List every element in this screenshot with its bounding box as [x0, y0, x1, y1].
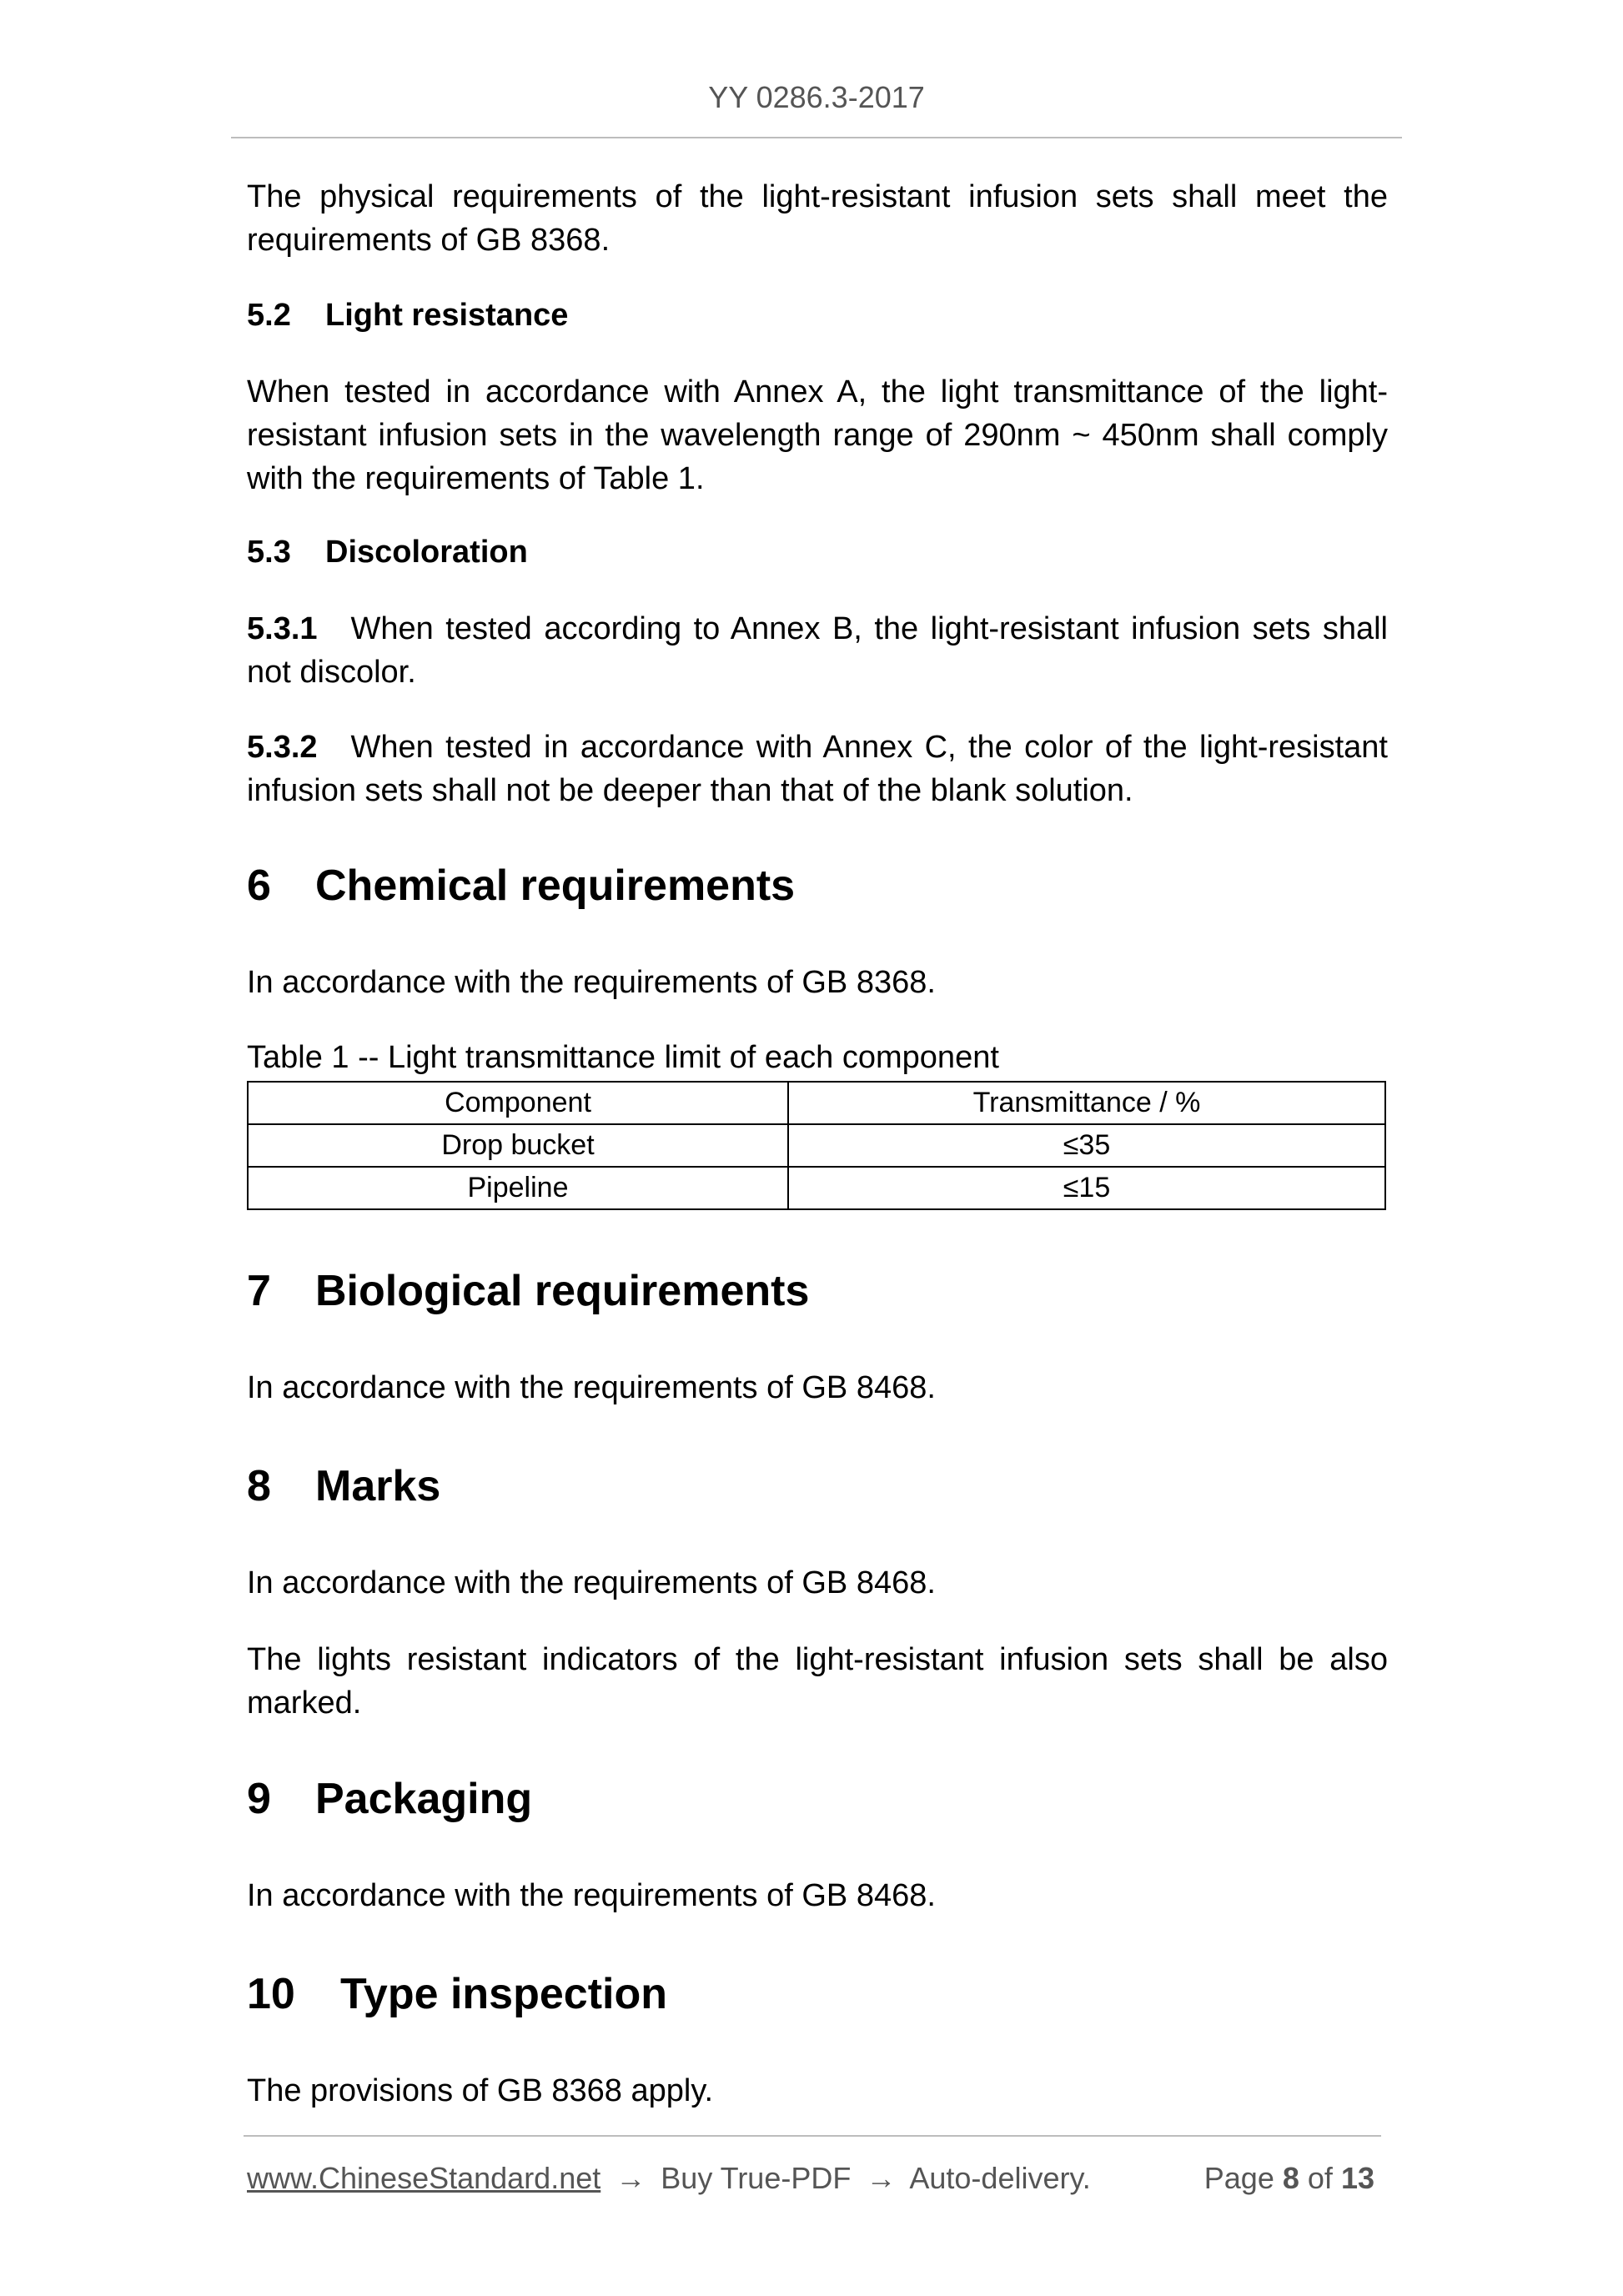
section-number: 8: [247, 1462, 271, 1510]
section-9-heading: [247, 1772, 532, 1826]
section-8-text: In accordance with the requirements of GB 8468.: [247, 1565, 936, 1600]
table-header-row: [248, 1082, 1385, 1124]
section-title: Marks: [315, 1462, 441, 1510]
section-number: 7: [247, 1267, 271, 1315]
of-label: of: [1307, 2161, 1333, 2195]
section-number: 10: [247, 1970, 295, 2018]
section-8-heading: [247, 1459, 440, 1513]
page-header: YY 0286.3-2017: [708, 80, 925, 114]
section-8-text-2: The lights resistant indicators of the light-resistant infusion sets shall be also marked.: [247, 1642, 1388, 1721]
section-number: 6: [247, 862, 271, 910]
intro-paragraph: The physical requirements of the light-resistant infusion sets shall meet the requirements of GB 8368.: [247, 179, 1388, 258]
website-link[interactable]: www.ChineseStandard.net: [247, 2161, 601, 2195]
header-divider: [231, 137, 1402, 138]
table-cell: Pipeline: [248, 1167, 788, 1209]
clause-5-3-2: [247, 726, 1388, 812]
table-header-cell: Component: [248, 1082, 788, 1124]
section-title: Chemical requirements: [315, 862, 796, 910]
section-number: 5.2: [247, 298, 291, 333]
section-10-heading: [247, 1967, 667, 2021]
section-10-text: The provisions of GB 8368 apply.: [247, 2073, 714, 2108]
section-7-text: In accordance with the requirements of GB 8468.: [247, 1370, 936, 1405]
section-number: 9: [247, 1775, 271, 1823]
section-5-3-heading: [247, 530, 528, 574]
section-title: Packaging: [315, 1775, 533, 1823]
current-page-number: 8: [1282, 2161, 1299, 2195]
page-footer: [247, 2158, 1381, 2198]
table-caption: Table 1 -- Light transmittance limit of each component: [247, 1040, 999, 1075]
page-number-indicator: [1204, 2158, 1374, 2198]
section-number: 5.3: [247, 535, 291, 570]
buy-pdf-text: Buy True-PDF: [661, 2161, 852, 2195]
footer-divider: [244, 2135, 1381, 2137]
clause-text: When tested according to Annex B, the light-resistant infusion sets shall not discolor.: [247, 611, 1388, 690]
clause-number: 5.3.1: [247, 611, 318, 646]
table-cell: ≤35: [788, 1124, 1385, 1167]
arrow-right-icon: →: [866, 2161, 897, 2195]
transmittance-table: [247, 1081, 1386, 1210]
section-7-heading: [247, 1264, 809, 1318]
clause-number: 5.3.2: [247, 730, 318, 765]
section-title: Type inspection: [340, 1970, 667, 2018]
arrow-right-icon: →: [616, 2161, 646, 2195]
section-title: Light resistance: [325, 298, 569, 333]
section-6-text: In accordance with the requirements of GB 8368.: [247, 965, 936, 1000]
section-5-2-heading: [247, 294, 568, 337]
clause-5-3-1: [247, 607, 1388, 694]
auto-delivery-text: Auto-delivery.: [909, 2161, 1091, 2195]
table-cell: Drop bucket: [248, 1124, 788, 1167]
total-page-count: 13: [1340, 2161, 1374, 2195]
section-5-2-text: When tested in accordance with Annex A, the light transmittance of the light-resistant infusion sets in the wavelength range of 290nm ~ 450nm shall comply with the requirements of Table 1.: [247, 374, 1388, 496]
section-title: Discoloration: [325, 535, 528, 570]
table-header-cell: Transmittance / %: [788, 1082, 1385, 1124]
section-9-text: In accordance with the requirements of GB 8468.: [247, 1878, 936, 1913]
table-cell: ≤15: [788, 1167, 1385, 1209]
table-row: [248, 1124, 1385, 1167]
section-title: Biological requirements: [315, 1267, 810, 1315]
table-row: [248, 1167, 1385, 1209]
clause-text: When tested in accordance with Annex C, the color of the light-resistant infusion sets shall not be deeper than that of the blank solution.: [247, 730, 1388, 808]
page-label: Page: [1203, 2161, 1274, 2195]
section-6-heading: [247, 859, 795, 912]
